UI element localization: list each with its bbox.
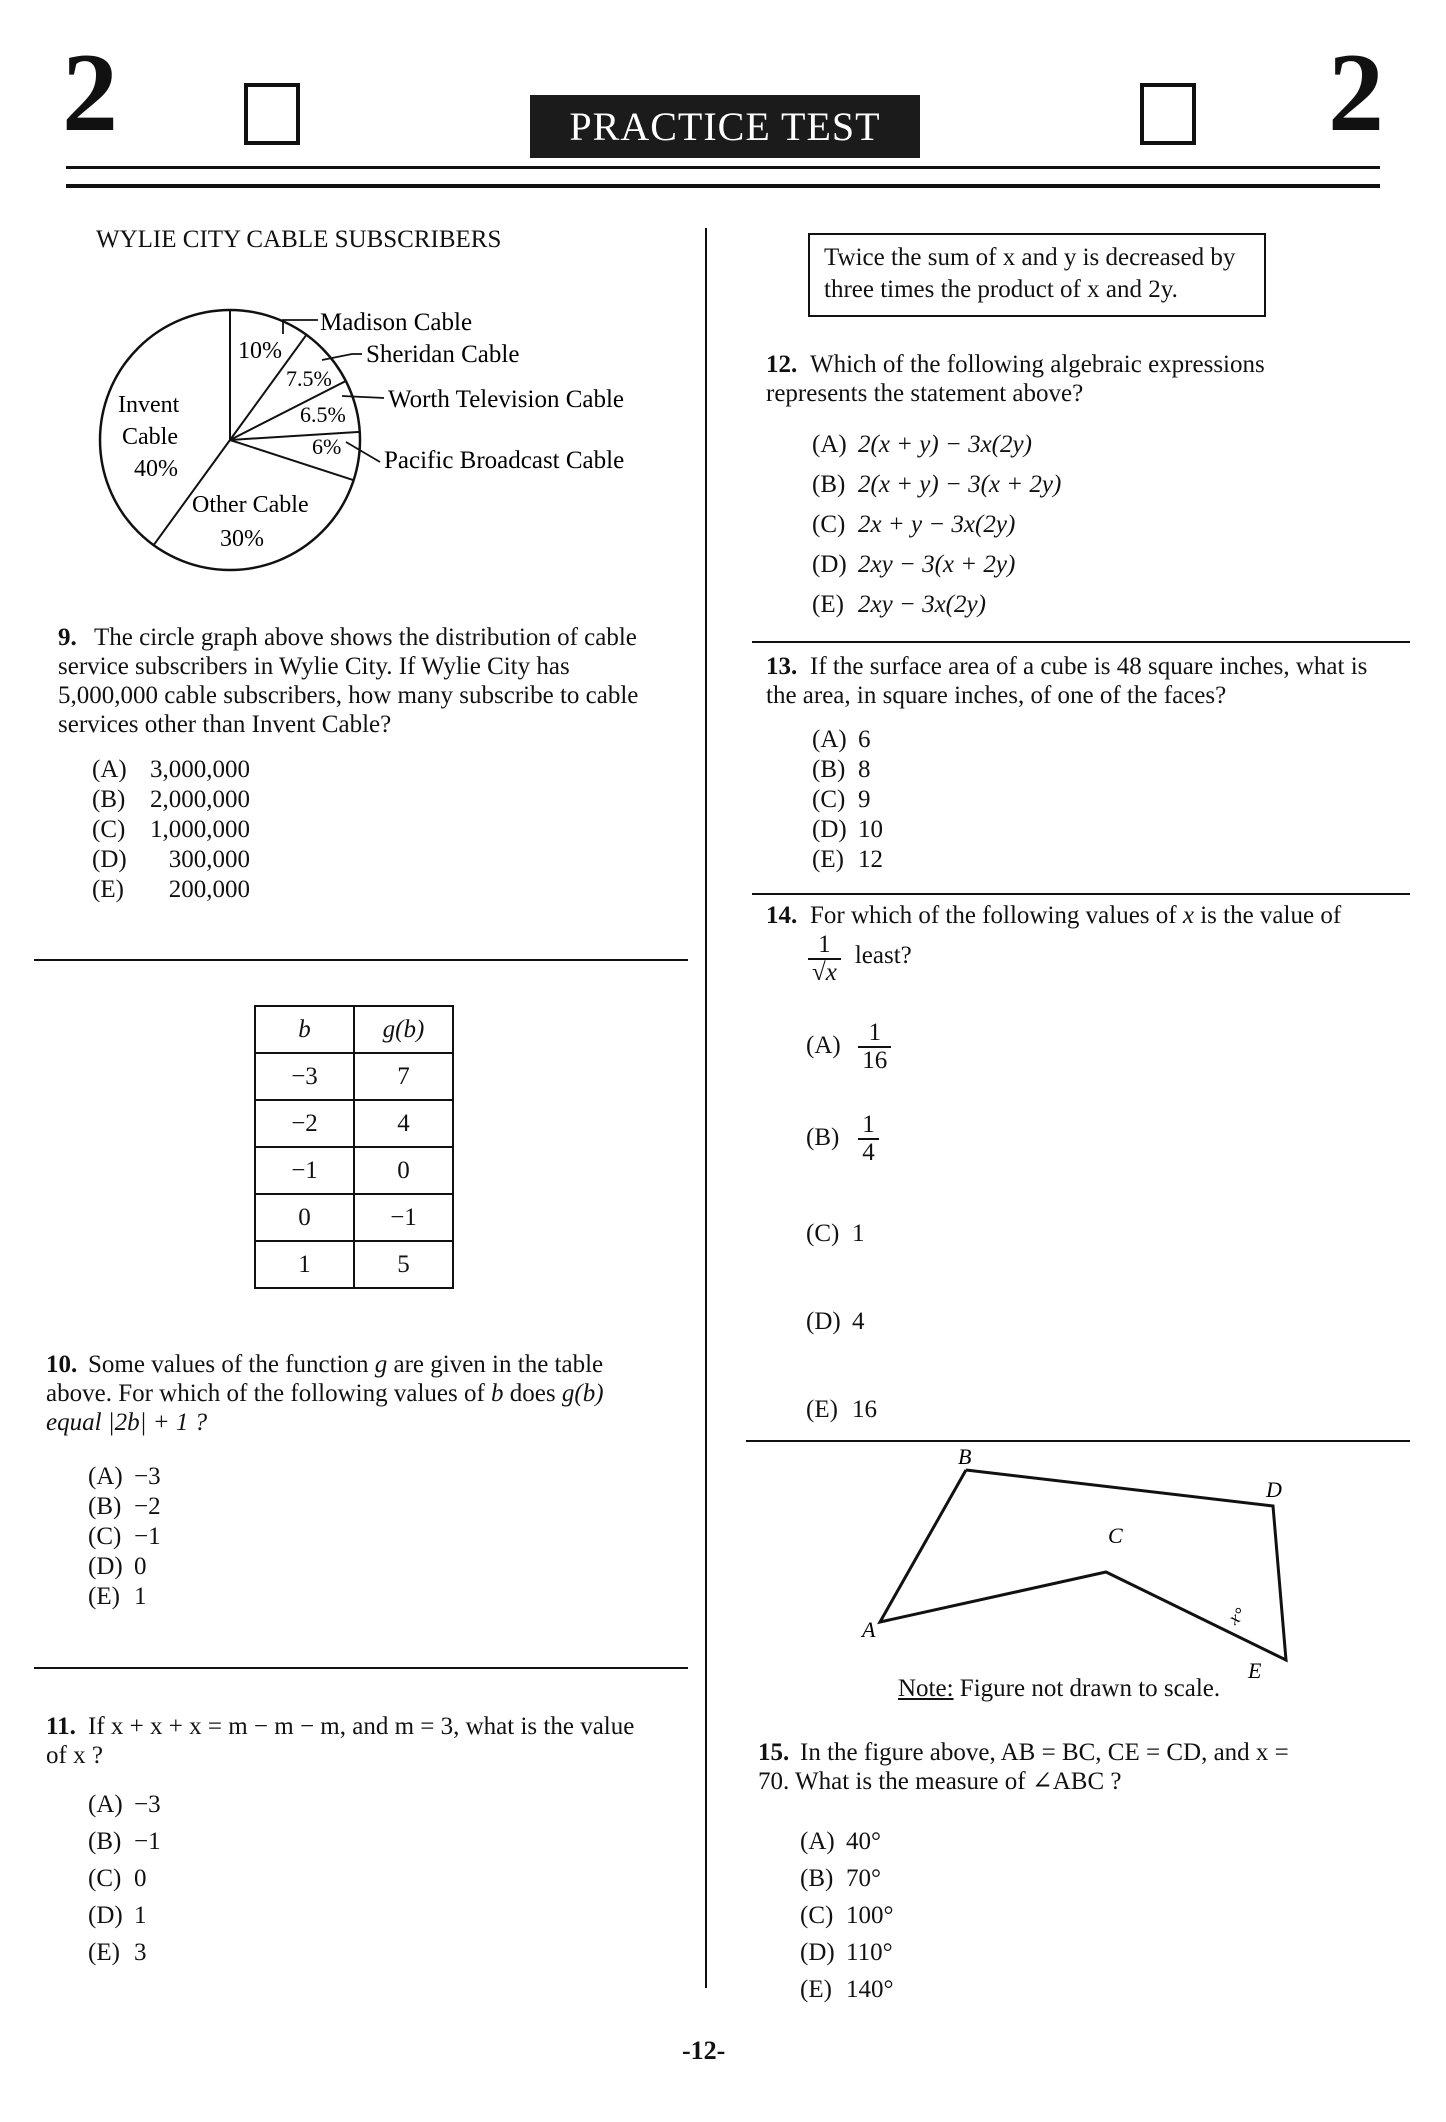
option-label: (D) bbox=[88, 1553, 123, 1580]
slice-name-label: Pacific Broadcast Cable bbox=[384, 447, 625, 474]
option-label: (E) bbox=[88, 1583, 120, 1610]
divider-rule bbox=[752, 641, 1410, 643]
option-value: −1 bbox=[134, 1828, 161, 1855]
option-label: (D) bbox=[92, 846, 127, 873]
slice-value-label: 6.5% bbox=[300, 402, 346, 427]
option-label: (C) bbox=[800, 1902, 834, 1929]
table-row bbox=[255, 1053, 453, 1100]
option-value: 9 bbox=[858, 786, 871, 813]
angle-label: x° bbox=[1224, 1603, 1250, 1629]
option-c[interactable] bbox=[88, 1860, 161, 1897]
question-number: 10. bbox=[46, 1351, 78, 1378]
option-a[interactable] bbox=[800, 1823, 894, 1860]
slice-name-label: Worth Television Cable bbox=[388, 386, 625, 413]
table-cell: 4 bbox=[354, 1100, 453, 1147]
note-label: Note: bbox=[898, 1675, 954, 1702]
leader-line bbox=[342, 396, 384, 398]
slice-value-label: 10% bbox=[238, 338, 282, 364]
option-b[interactable] bbox=[92, 785, 250, 815]
option-label: (D) bbox=[806, 1308, 841, 1335]
option-b[interactable] bbox=[88, 1492, 161, 1522]
slice-name-label: Madison Cable bbox=[320, 309, 473, 336]
option-label: (B) bbox=[88, 1493, 122, 1520]
question-text: is the value of bbox=[1200, 902, 1342, 929]
option-label: (E) bbox=[812, 846, 844, 873]
option-value: 110° bbox=[846, 1939, 893, 1966]
option-label: (E) bbox=[88, 1939, 120, 1966]
option-d[interactable] bbox=[800, 1934, 894, 1971]
option-label: (B) bbox=[806, 1123, 840, 1151]
divider-rule bbox=[34, 1667, 688, 1669]
question-15 bbox=[758, 1738, 1318, 1796]
option-value: 10 bbox=[858, 816, 883, 843]
option-value: 2x + y − 3x(2y) bbox=[858, 511, 1016, 538]
table-header: g(b) bbox=[354, 1006, 453, 1053]
vertex-label-c: C bbox=[1108, 1523, 1123, 1548]
option-a[interactable] bbox=[806, 1020, 891, 1074]
option-label: (A) bbox=[812, 431, 847, 458]
option-value: 6 bbox=[858, 726, 871, 753]
option-label: (C) bbox=[88, 1865, 122, 1892]
option-c[interactable] bbox=[92, 815, 250, 845]
option-value: 100° bbox=[846, 1902, 894, 1929]
option-label: (C) bbox=[806, 1220, 840, 1247]
question-12 bbox=[766, 350, 1326, 408]
option-value: 1,000,000 bbox=[150, 816, 250, 843]
table-row bbox=[255, 1100, 453, 1147]
question-11 bbox=[46, 1712, 646, 1770]
option-label: (C) bbox=[812, 786, 846, 813]
option-a[interactable] bbox=[88, 1786, 161, 1823]
option-value: 40° bbox=[846, 1828, 881, 1855]
option-e[interactable] bbox=[800, 1971, 894, 2008]
option-label: (B) bbox=[812, 756, 846, 783]
option-value: −1 bbox=[134, 1523, 161, 1550]
option-value: 0 bbox=[134, 1553, 147, 1580]
option-d[interactable] bbox=[806, 1306, 865, 1337]
question-text: does bbox=[509, 1380, 556, 1407]
option-a[interactable] bbox=[812, 425, 1061, 465]
question-number: 11. bbox=[46, 1713, 76, 1740]
option-label: (E) bbox=[806, 1396, 838, 1423]
function-table bbox=[254, 1005, 454, 1289]
options-10 bbox=[88, 1462, 161, 1612]
question-text: Some values of the function bbox=[88, 1351, 369, 1378]
table-row bbox=[255, 1194, 453, 1241]
option-label: (D) bbox=[800, 1939, 835, 1966]
option-label: (D) bbox=[812, 816, 847, 843]
option-value: 2xy − 3(x + 2y) bbox=[858, 551, 1016, 578]
option-value: 2(x + y) − 3x(2y) bbox=[858, 431, 1032, 458]
slice-name-label: Invent bbox=[118, 392, 180, 418]
option-e[interactable] bbox=[88, 1934, 161, 1971]
option-c[interactable] bbox=[88, 1522, 161, 1552]
table-header: b bbox=[255, 1006, 354, 1053]
option-label: (A) bbox=[812, 726, 847, 753]
options-11 bbox=[88, 1786, 161, 1971]
option-label: (C) bbox=[812, 511, 846, 538]
option-label: (B) bbox=[812, 471, 846, 498]
chart-title: WYLIE CITY CABLE SUBSCRIBERS bbox=[96, 226, 502, 253]
option-label: (B) bbox=[92, 786, 126, 813]
option-value: 0 bbox=[134, 1865, 147, 1892]
table-cell: −2 bbox=[255, 1100, 354, 1147]
question-text: least? bbox=[854, 941, 912, 969]
fraction-numerator: 1 bbox=[868, 1019, 881, 1046]
option-b[interactable] bbox=[812, 755, 883, 785]
question-text: Which of the following algebraic expressions represents the statement above? bbox=[766, 351, 1265, 407]
table-cell: 5 bbox=[354, 1241, 453, 1288]
option-value: 2(x + y) − 3(x + 2y) bbox=[858, 471, 1062, 498]
option-value: 16 bbox=[852, 1396, 877, 1423]
option-value: 2,000,000 bbox=[150, 786, 250, 813]
table-cell: 7 bbox=[354, 1053, 453, 1100]
option-label: (A) bbox=[800, 1828, 835, 1855]
option-value: 12 bbox=[858, 846, 883, 873]
option-value: 1 bbox=[852, 1220, 865, 1247]
question-13 bbox=[766, 652, 1386, 710]
figure-note bbox=[898, 1674, 1220, 1704]
option-value: 1 bbox=[134, 1902, 147, 1929]
question-number: 9. bbox=[58, 624, 77, 651]
question-14 bbox=[766, 901, 1406, 930]
option-value: −3 bbox=[134, 1791, 161, 1818]
option-label: (E) bbox=[92, 876, 124, 903]
option-c[interactable] bbox=[812, 505, 1061, 545]
fraction-numerator: 1 bbox=[818, 931, 831, 958]
option-e[interactable] bbox=[806, 1394, 877, 1425]
option-a[interactable] bbox=[92, 755, 250, 785]
option-d[interactable] bbox=[812, 545, 1061, 585]
table-cell: 0 bbox=[255, 1194, 354, 1241]
option-label: (B) bbox=[800, 1865, 834, 1892]
option-d[interactable] bbox=[88, 1897, 161, 1934]
option-value: 300,000 bbox=[168, 846, 250, 873]
question-text: For which of the following values of bbox=[810, 902, 1177, 929]
fraction-denominator: √x bbox=[808, 958, 841, 986]
option-value: 4 bbox=[852, 1308, 865, 1335]
option-label: (C) bbox=[92, 816, 126, 843]
table-cell: −1 bbox=[255, 1147, 354, 1194]
option-value: −3 bbox=[134, 1463, 161, 1490]
option-value: 1 bbox=[134, 1583, 147, 1610]
vertex-label-a: A bbox=[862, 1617, 876, 1642]
page-number: -12- bbox=[682, 2036, 726, 2065]
option-d[interactable] bbox=[88, 1552, 161, 1582]
table-cell: −3 bbox=[255, 1053, 354, 1100]
section-number-right: 2 bbox=[1328, 31, 1384, 155]
option-c[interactable] bbox=[812, 785, 883, 815]
option-value: −2 bbox=[134, 1493, 161, 1520]
fraction-denominator: 16 bbox=[858, 1046, 891, 1074]
slice-value-label: 40% bbox=[134, 456, 178, 482]
option-e[interactable] bbox=[812, 845, 883, 875]
fraction-denominator: 4 bbox=[858, 1138, 879, 1166]
option-value: 3,000,000 bbox=[150, 756, 250, 783]
question-text: The circle graph above shows the distribution of cable service subscribers in Wylie City. If Wylie City has 5,000,000 cable subscribers, how many subscribe to cable services other than Invent Cable? bbox=[58, 624, 639, 738]
table-cell: 1 bbox=[255, 1241, 354, 1288]
options-12 bbox=[812, 425, 1061, 625]
option-a[interactable] bbox=[812, 725, 883, 755]
question-text: If the surface area of a cube is 48 square inches, what is the area, in square inches, of one of the faces? bbox=[766, 653, 1368, 709]
question-number: 15. bbox=[758, 1739, 790, 1766]
option-value: 140° bbox=[846, 1976, 894, 2003]
slice-name-label: Other Cable bbox=[192, 492, 309, 518]
option-value: 8 bbox=[858, 756, 871, 783]
option-label: (C) bbox=[88, 1523, 122, 1550]
column-divider bbox=[705, 228, 707, 1988]
option-a[interactable] bbox=[88, 1462, 161, 1492]
question-number: 12. bbox=[766, 351, 798, 378]
option-label: (D) bbox=[812, 551, 847, 578]
triangle-figure bbox=[840, 1440, 1300, 1690]
question-text: x bbox=[1182, 902, 1194, 929]
statement-box: Twice the sum of x and y is decreased by three times the product of x and 2y. bbox=[808, 233, 1266, 317]
fraction-expression bbox=[808, 932, 912, 986]
vertex-label-b: B bbox=[958, 1444, 972, 1469]
table-row bbox=[255, 1147, 453, 1194]
slice-value-label: 7.5% bbox=[286, 366, 332, 391]
question-text: g(b) equal |2b| + 1 ? bbox=[46, 1380, 604, 1436]
table-row bbox=[255, 1241, 453, 1288]
question-9 bbox=[58, 623, 658, 739]
slice-value-label: 6% bbox=[312, 434, 342, 459]
page-banner: PRACTICE TEST bbox=[530, 95, 920, 158]
question-text: are given in the table above. For which of the following values of bbox=[46, 1351, 604, 1407]
options-13 bbox=[812, 725, 883, 875]
question-number: 14. bbox=[766, 902, 798, 929]
vertex-label-e: E bbox=[1248, 1658, 1262, 1683]
question-number: 13. bbox=[766, 653, 798, 680]
option-label: (B) bbox=[88, 1828, 122, 1855]
table-cell: 0 bbox=[354, 1147, 453, 1194]
option-b[interactable] bbox=[806, 1112, 879, 1166]
pie-chart bbox=[90, 290, 650, 580]
option-d[interactable] bbox=[92, 845, 250, 875]
question-text: If x + x + x = m − m − m, and m = 3, what is the value of x ? bbox=[46, 1713, 635, 1769]
option-e[interactable] bbox=[92, 875, 250, 905]
checkbox-right bbox=[1140, 83, 1196, 145]
slice-name-label: Cable bbox=[122, 424, 178, 450]
option-value: 3 bbox=[134, 1939, 147, 1966]
option-b[interactable] bbox=[800, 1860, 894, 1897]
checkbox-left bbox=[244, 83, 300, 145]
question-text: In the figure above, AB = BC, CE = CD, and x = 70. What is the measure of ∠ABC ? bbox=[758, 1739, 1289, 1795]
divider-rule bbox=[34, 959, 688, 961]
option-value: 200,000 bbox=[168, 876, 250, 903]
question-10 bbox=[46, 1350, 646, 1437]
option-label: (A) bbox=[88, 1463, 123, 1490]
option-value: 70° bbox=[846, 1865, 881, 1892]
option-c[interactable] bbox=[806, 1218, 865, 1249]
slice-name-label: Sheridan Cable bbox=[366, 341, 520, 368]
divider-rule bbox=[752, 893, 1410, 895]
options-9 bbox=[92, 755, 250, 905]
option-c[interactable] bbox=[800, 1897, 894, 1934]
table-cell: −1 bbox=[354, 1194, 453, 1241]
option-d[interactable] bbox=[812, 815, 883, 845]
option-b[interactable] bbox=[88, 1823, 161, 1860]
question-text: b bbox=[491, 1380, 504, 1407]
options-15 bbox=[800, 1823, 894, 2008]
option-label: (E) bbox=[812, 591, 844, 618]
figure-lines bbox=[880, 1470, 1286, 1660]
option-label: (A) bbox=[806, 1031, 841, 1059]
question-text: g bbox=[374, 1351, 388, 1378]
option-e[interactable] bbox=[812, 585, 1061, 625]
option-label: (A) bbox=[88, 1791, 123, 1818]
fraction-numerator: 1 bbox=[862, 1111, 875, 1138]
option-value: 2xy − 3x(2y) bbox=[858, 591, 986, 618]
note-text: Figure not drawn to scale. bbox=[959, 1675, 1221, 1702]
option-b[interactable] bbox=[812, 465, 1061, 505]
header-rule-thick bbox=[66, 184, 1380, 188]
option-label: (A) bbox=[92, 756, 127, 783]
slice-value-label: 30% bbox=[220, 526, 264, 552]
header-rule bbox=[66, 166, 1380, 169]
vertex-label-d: D bbox=[1266, 1477, 1282, 1502]
section-number-left: 2 bbox=[62, 31, 118, 155]
option-e[interactable] bbox=[88, 1582, 161, 1612]
leader-line bbox=[346, 442, 380, 462]
option-label: (E) bbox=[800, 1976, 832, 2003]
option-label: (D) bbox=[88, 1902, 123, 1929]
